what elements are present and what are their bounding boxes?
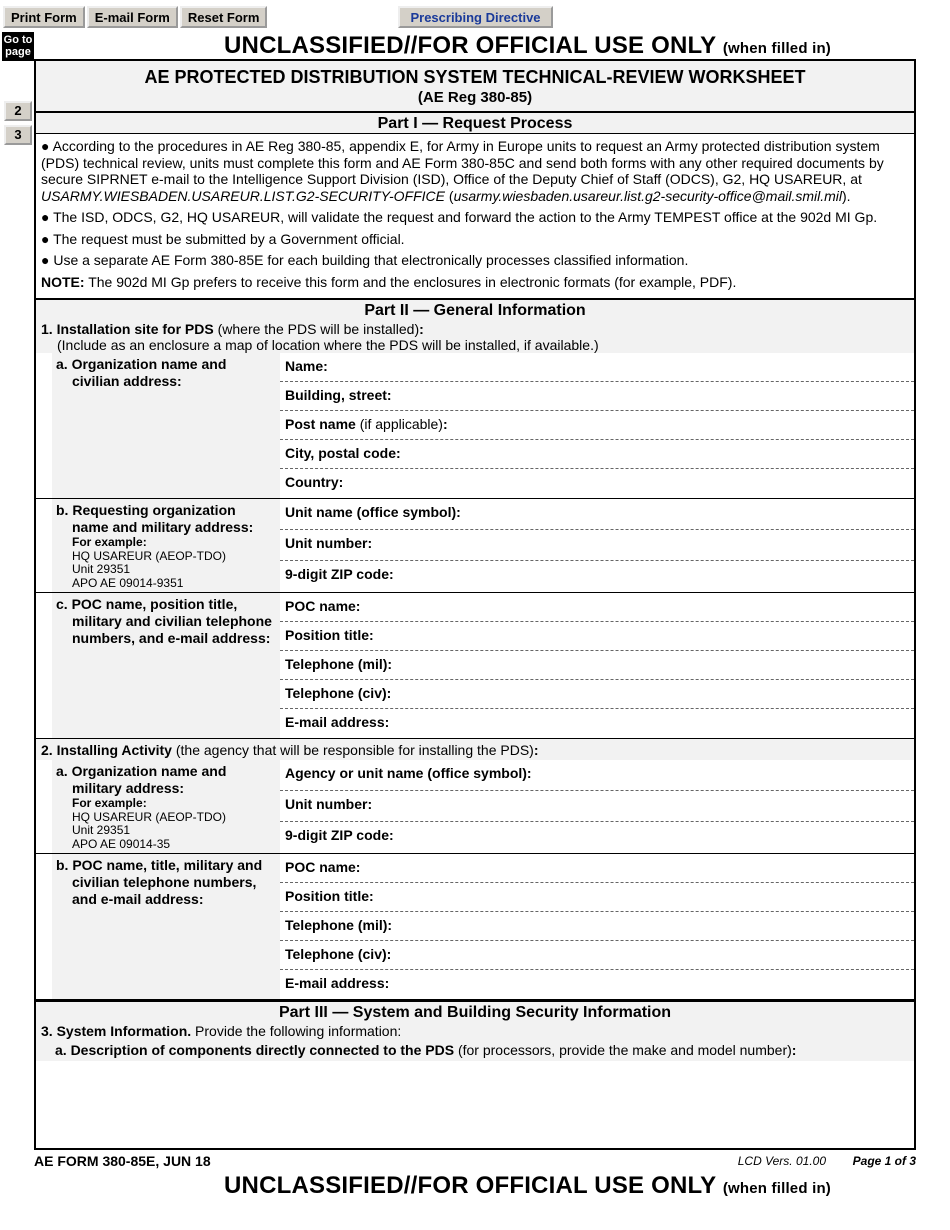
toolbar	[3, 6, 267, 28]
prescribing-directive-button[interactable]: Prescribing Directive	[398, 6, 553, 28]
form-id: AE FORM 380-85E, JUN 18	[34, 1153, 211, 1169]
group-1c: c. POC name, position title, military and civilian telephone numbers, and e-mail address: POC name: Position title: Telephone (mil): Telephone (civ): E-mail address:	[36, 593, 914, 739]
installer-position-title-field[interactable]: Position title:	[280, 883, 914, 912]
lcd-version: LCD Vers. 01.00	[737, 1154, 826, 1168]
installer-poc-name-field[interactable]: POC name:	[280, 854, 914, 883]
form-title: AE PROTECTED DISTRIBUTION SYSTEM TECHNICAL-REVIEW WORKSHEET	[144, 67, 806, 87]
go-to-page-label: Go to page	[2, 32, 34, 61]
worksheet-form	[34, 59, 916, 1150]
classification-banner-bottom: UNCLASSIFIED//FOR OFFICIAL USE ONLY (when filled in)	[224, 1172, 832, 1199]
group-2b: b. POC name, title, military and civilian telephone numbers, and e-mail address: POC name: Position title: Telephone (mil): Telephone (civ): E-mail address:	[36, 854, 914, 1000]
part-1-instructions: ● According to the procedures in AE Reg 380-85, appendix E, for Army in Europe units to request an Army protected distribution system (PDS) technical review, units must complete this form and AE Form 380-85C and send both forms with any other required documents by secure SIPRNET e-mail to the Intelligence Support Division (ISD), Office of the Deputy Chief of Staff (ODCS), G2, HQ USAREUR, at USARMY.WIESBADEN.USAREUR.LIST.G2-SECURITY-OFFICE (usarmy.wiesbaden.usareur.list.g2-security-office@mail.smil.mil). ● The ISD, ODCS, G2, HQ USAREUR, will validate the request and forward the action to the Army TEMPEST office at the 902d MI Gp. ● The request must be submitted by a Government official. ● Use a separate AE Form 380-85E for each building that electronically processes classified information. NOTE: The 902d MI Gp prefers to receive this form and the enclosures in electronic formats (for example, PDF).	[41, 138, 884, 290]
group-2a: a. Organization name and military address: For example: HQ USAREUR (AEOP-TDO) Unit 29351 APO AE 09014-35 Agency or unit name (office symbol): Unit number: 9-digit ZIP code:	[36, 760, 914, 854]
telephone-mil-field[interactable]: Telephone (mil):	[280, 651, 914, 680]
org-name-field[interactable]: Name:	[280, 353, 914, 382]
form-subtitle: (AE Reg 380-85)	[417, 89, 533, 106]
building-street-field[interactable]: Building, street:	[280, 382, 914, 411]
zip-code-field[interactable]: 9-digit ZIP code:	[285, 566, 394, 582]
print-form-button[interactable]: Print Form	[3, 6, 85, 28]
poc-name-field[interactable]: POC name:	[280, 593, 914, 622]
unit-name-field[interactable]: Unit name (office symbol):	[280, 499, 914, 530]
part-1-title: Part I — Request Process	[36, 113, 914, 134]
go-to-page-2-button[interactable]: 2	[4, 101, 32, 121]
installer-telephone-civ-field[interactable]: Telephone (civ):	[280, 941, 914, 970]
part-2-title: Part II — General Information	[36, 300, 914, 321]
components-description-field[interactable]	[36, 1061, 914, 1150]
installer-telephone-mil-field[interactable]: Telephone (mil):	[280, 912, 914, 941]
telephone-civ-field[interactable]: Telephone (civ):	[280, 680, 914, 709]
form-header	[36, 61, 914, 113]
email-address-field[interactable]: E-mail address:	[285, 714, 390, 730]
classification-banner-top: UNCLASSIFIED//FOR OFFICIAL USE ONLY (when filled in)	[224, 32, 832, 59]
installer-unit-name-field[interactable]: Agency or unit name (office symbol):	[280, 760, 914, 791]
installer-unit-number-field[interactable]: Unit number:	[280, 791, 914, 822]
email-form-button[interactable]: E-mail Form	[87, 6, 178, 28]
group-1b: b. Requesting organization name and military address: For example: HQ USAREUR (AEOP-TDO) Unit 29351 APO AE 09014-9351 Unit name (office symbol): Unit number: 9-digit ZIP code:	[36, 499, 914, 593]
city-postal-field[interactable]: City, postal code:	[280, 440, 914, 469]
go-to-page-3-button[interactable]: 3	[4, 125, 32, 145]
installer-email-field[interactable]: E-mail address:	[285, 975, 390, 991]
question-1: 1. Installation site for PDS (where the PDS will be installed): (Include as an enclosure a map of location where the PDS will be installed, if available.)	[36, 321, 914, 353]
installer-zip-code-field[interactable]: 9-digit ZIP code:	[285, 827, 394, 843]
question-3: 3. System Information. Provide the following information: a. Description of components directly connected to the PDS (for processors, provide the make and model number):	[36, 1023, 914, 1061]
question-2: 2. Installing Activity (the agency that will be responsible for installing the PDS):	[36, 739, 914, 760]
part-3-title: Part III — System and Building Security Information	[36, 1002, 914, 1023]
page-number: Page 1 of 3	[852, 1154, 916, 1168]
unit-number-field[interactable]: Unit number:	[280, 530, 914, 561]
country-field[interactable]: Country:	[285, 474, 344, 490]
position-title-field[interactable]: Position title:	[280, 622, 914, 651]
reset-form-button[interactable]: Reset Form	[180, 6, 268, 28]
group-1a: a. Organization name and civilian address: Name: Building, street: Post name (if applicable): City, postal code: Country:	[36, 353, 914, 499]
post-name-field[interactable]: Post name (if applicable):	[280, 411, 914, 440]
